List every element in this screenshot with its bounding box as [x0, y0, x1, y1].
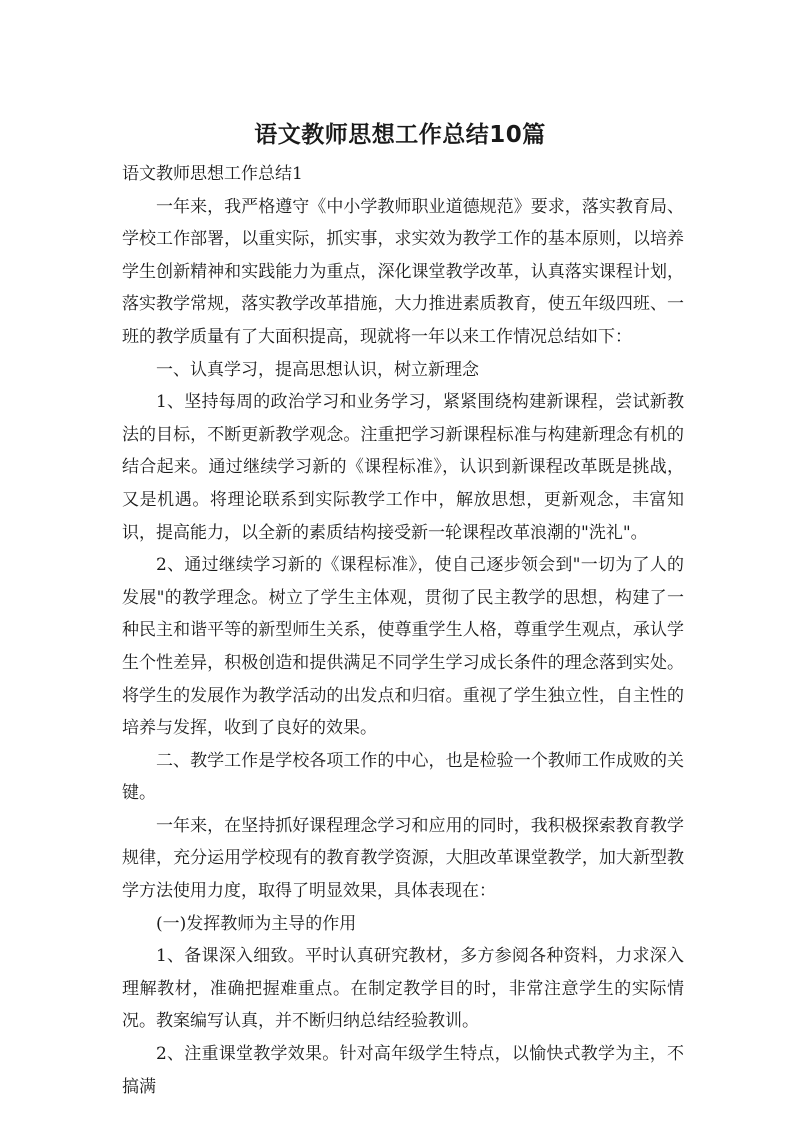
paragraph-lesson-prep: 1、备课深入细致。平时认真研究教材，多方参阅各种资料，力求深入理解教材，准确把握难重点。在制定教学目的时，非常注意学生的实际情况。教案编写认真，并不断归纳总结经验教训。: [122, 946, 684, 1032]
paragraph-intro: 一年来，我严格遵守《中小学教师职业道德规范》要求，落实教育局、学校工作部署，以重实际，抓实事，求实效为教学工作的基本原则，以培养学生创新精神和实践能力为重点，深化课堂教学改革，认真落实课程计划，落实教学常规，落实教学改革措施，大力推进素质教育，使五年级四班、一班的教学质量有了大面积提高，现就将一年以来工作情况总结如下：: [122, 196, 684, 347]
heading-subsection-1: (一)发挥教师为主导的作用: [156, 913, 357, 934]
heading-section-2: 二、教学工作是学校各项工作的中心，也是检验一个教师工作成败的关键。: [122, 750, 684, 804]
document-title: 语文教师思想工作总结10篇: [254, 122, 546, 148]
paragraph-point-2: 2、通过继续学习新的《课程标准》，使自己逐步领会到"一切为了人的发展"的教学理念。树立了学生主体观，贯彻了民主教学的思想，构建了一种民主和谐平等的新型师生关系，使尊重学生人格，尊重学生观点，承认学生个性差异，积极创造和提供满足不同学生学习成长条件的理念落到实处。将学生的发展作为教学活动的出发点和归宿。重视了学生独立性，自主性的培养与发挥，收到了良好的效果。: [122, 555, 684, 739]
paragraph-point-1: 1、坚持每周的政治学习和业务学习，紧紧围绕构建新课程，尝试新教法的目标，不断更新教学观念。注重把学习新课程标准与构建新理念有机的结合起来。通过继续学习新的《课程标准》，认识到新课程改革既是挑战，又是机遇。将理论联系到实际教学工作中，解放思想，更新观念，丰富知识，提高能力，以全新的素质结构接受新一轮课程改革浪潮的"洗礼"。: [122, 392, 684, 543]
section-subtitle: 语文教师思想工作总结1: [122, 164, 303, 184]
paragraph-teaching-summary: 一年来，在坚持抓好课程理念学习和应用的同时，我积极探索教育教学规律，充分运用学校现有的教育教学资源，大胆改革课堂教学，加大新型教学方法使用力度，取得了明显效果，具体表现在：: [122, 815, 684, 902]
document-body: [122, 158, 684, 1103]
heading-section-1: 一、认真学习，提高思想认识，树立新理念: [156, 359, 479, 380]
paragraph-classroom-effect: 2、注重课堂教学效果。针对高年级学生特点，以愉快式教学为主，不搞满: [122, 1044, 684, 1097]
